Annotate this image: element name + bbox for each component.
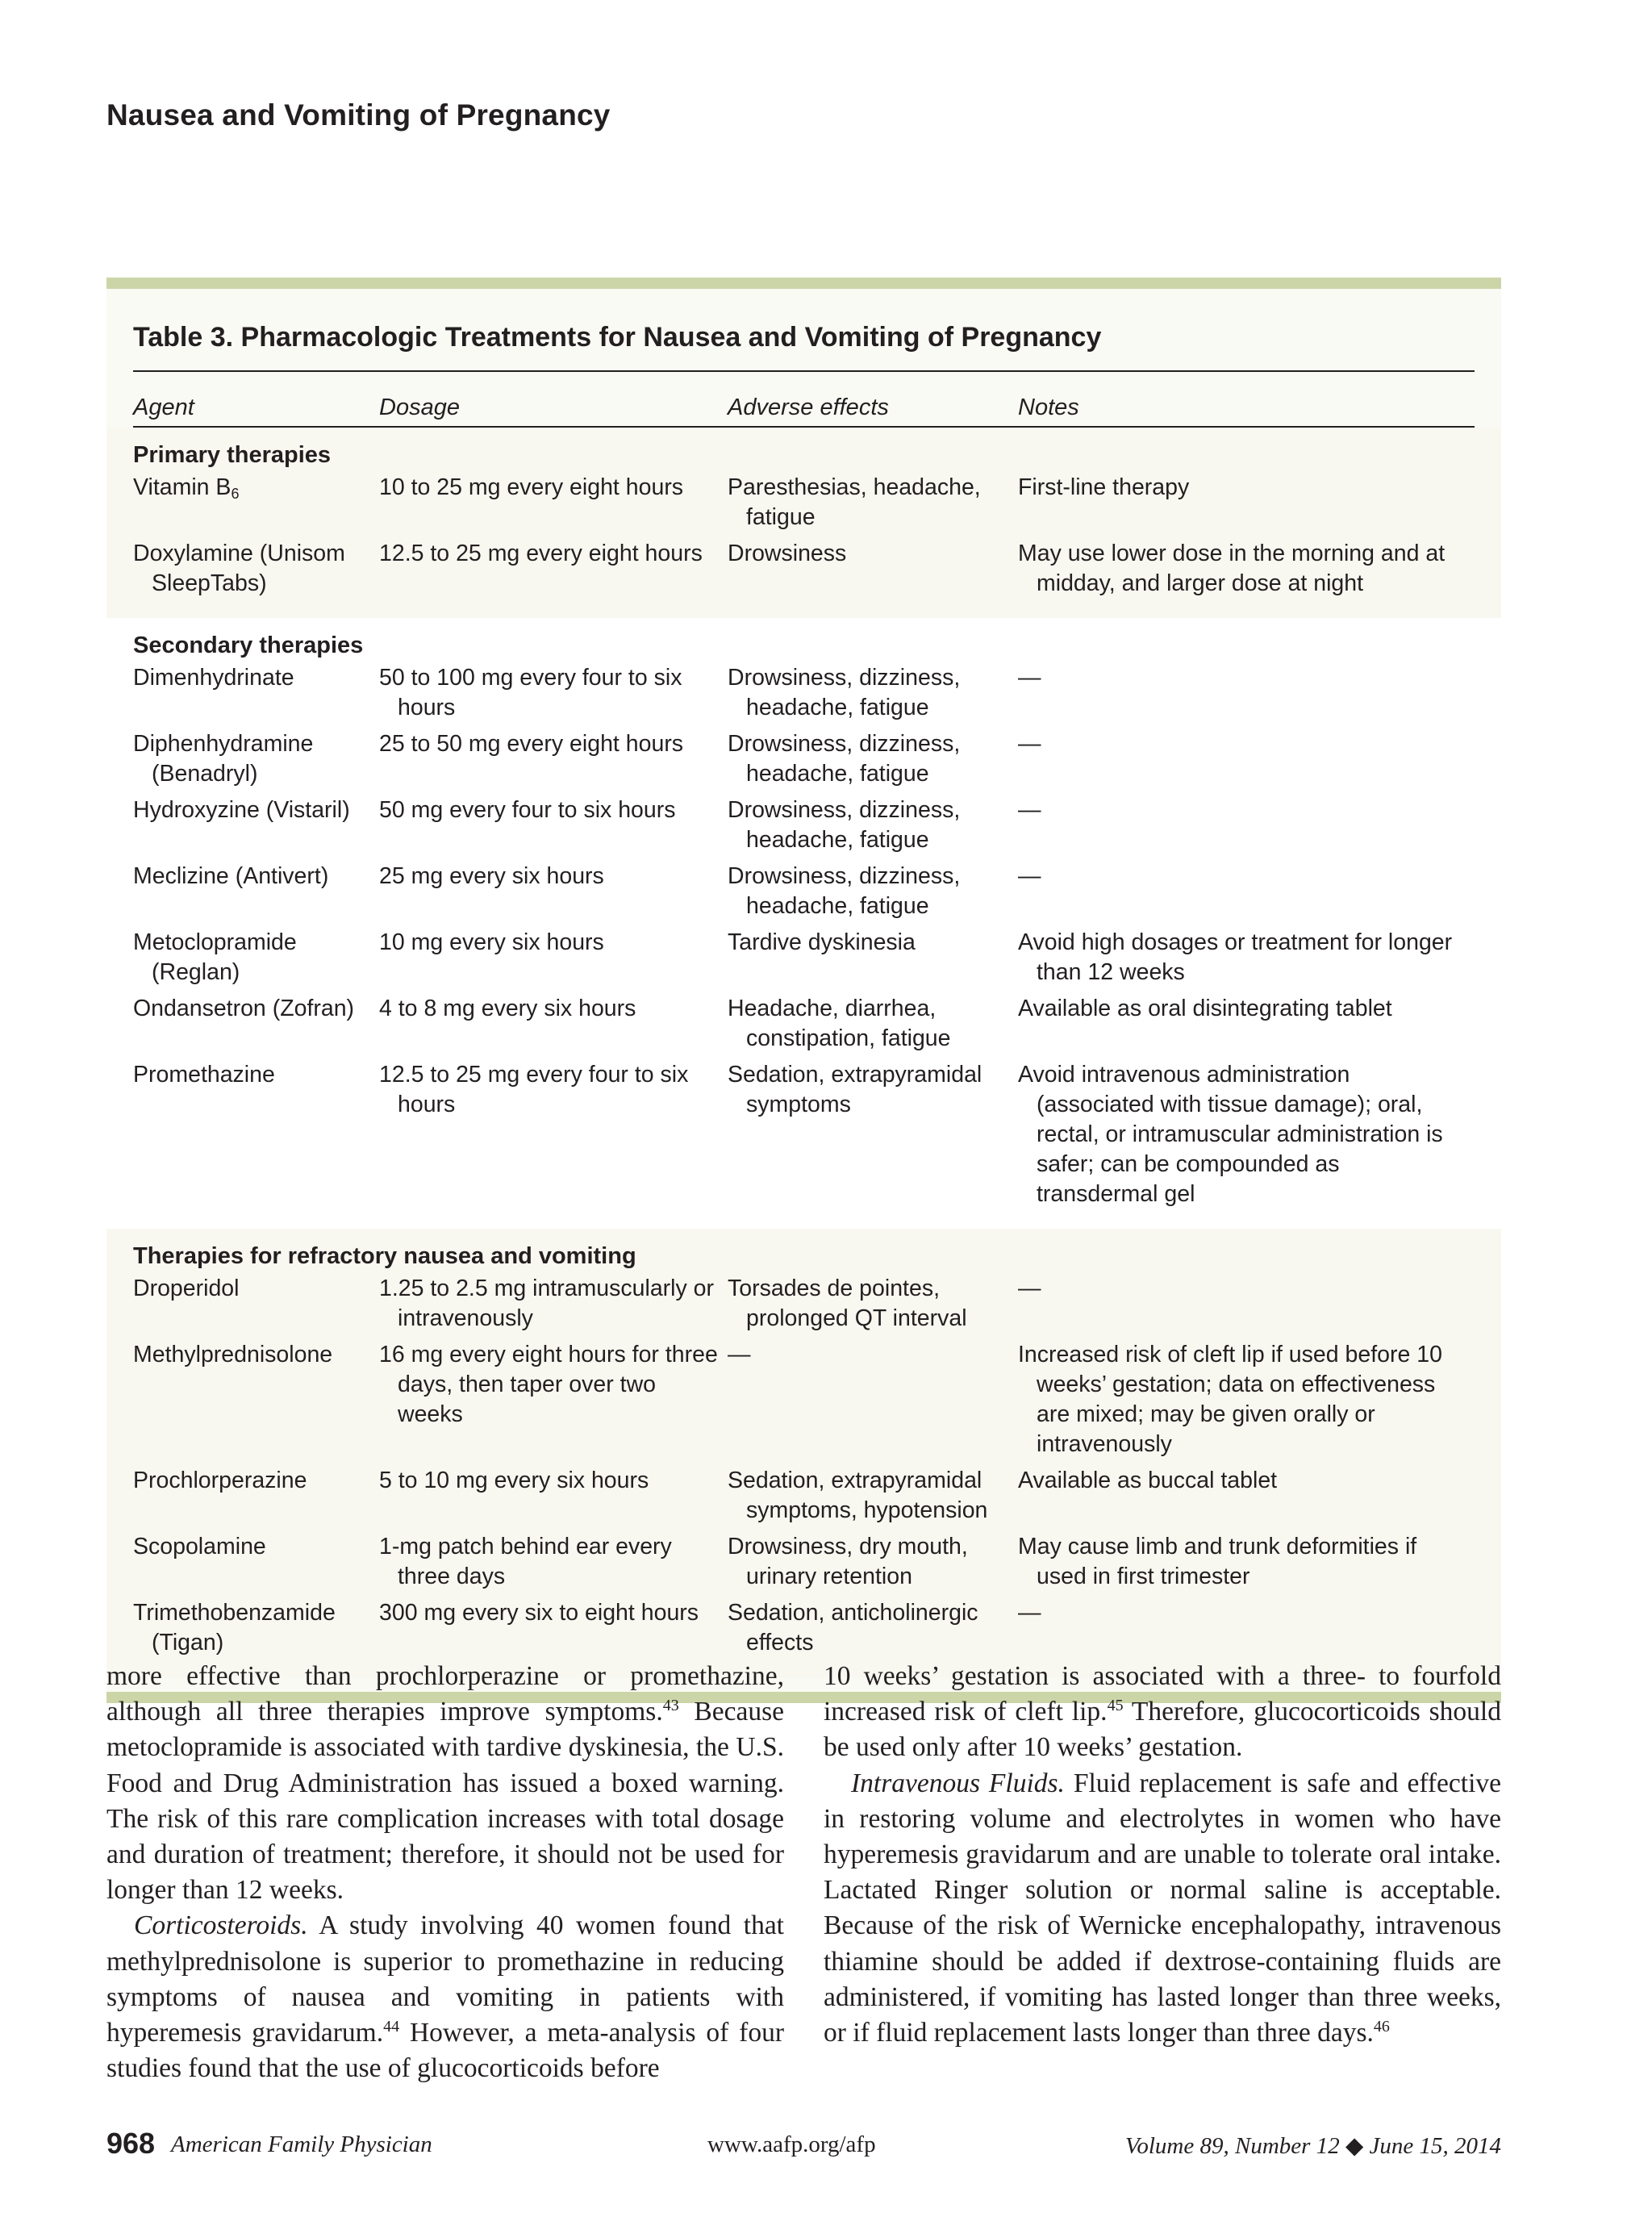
page-footer xyxy=(106,2127,1501,2162)
section-title: Therapies for refractory nausea and vomiting xyxy=(133,1242,636,1269)
column-header-notes: Notes xyxy=(1018,394,1079,420)
adverse-effects-cell: — xyxy=(728,1341,751,1367)
journal-url: www.aafp.org/afp xyxy=(707,2132,876,2157)
table-row xyxy=(133,862,1475,921)
agent-cell: Scopolamine xyxy=(133,1533,266,1560)
notes-cell: — xyxy=(1018,1599,1041,1626)
notes-cell: May use lower dose in the morning and at midday, and larger dose at night xyxy=(1018,540,1446,596)
table-row xyxy=(133,928,1475,987)
paragraph: Intravenous Fluids. Fluid replacement is safe and effective in restoring volume and electrolytes in women who have hyperemesis gravidarum and are unable to tolerate oral intake. Lactated Ringer solution or normal saline is acceptable. Because of the risk of Wernicke encephalopathy, intravenous thiamine should be added if dextrose-containing fluids are administered, if vomiting has lasted longer than three weeks, or if fluid replacement lasts longer than three days.$^{46}$ xyxy=(824,1768,1502,2048)
agent-cell: Droperidol xyxy=(133,1275,240,1301)
adverse-effects-cell: Tardive dyskinesia xyxy=(728,929,916,955)
paragraph: 10 weeks’ gestation is associated with a three- to fourfold increased risk of cleft lip.$^{45}$ Therefore, glucocorticoids should be used only after 10 weeks’ gestation. xyxy=(824,1661,1501,1763)
dosage-cell: 25 mg every six hours xyxy=(379,862,604,889)
notes-cell: — xyxy=(1018,664,1041,691)
table-row xyxy=(133,729,1475,789)
dosage-cell: 10 mg every six hours xyxy=(379,929,604,955)
reference-marker: 43 xyxy=(662,1697,679,1715)
dosage-cell: 5 to 10 mg every six hours xyxy=(379,1467,649,1493)
subhead-intravenous-fluids: Intravenous Fluids. xyxy=(851,1768,1065,1798)
reference-marker: 45 xyxy=(1107,1697,1124,1715)
table-row xyxy=(133,1532,1475,1592)
table-column-headers xyxy=(133,372,1475,426)
dosage-cell: 1.25 to 2.5 mg intramuscularly or intravenously xyxy=(379,1275,715,1331)
agent-cell: Dimenhydrinate xyxy=(133,664,294,691)
table-row xyxy=(133,795,1475,855)
dosage-cell: 12.5 to 25 mg every four to six hours xyxy=(379,1061,689,1117)
page-number: 968 xyxy=(106,2127,156,2160)
dosage-cell: 10 to 25 mg every eight hours xyxy=(379,474,684,500)
column-header-adverse-effects: Adverse effects xyxy=(728,394,889,420)
dosage-cell: 50 mg every four to six hours xyxy=(379,796,676,823)
agent-cell: Ondansetron (Zofran) xyxy=(133,995,355,1021)
adverse-effects-cell: Drowsiness, dizziness, headache, fatigue xyxy=(728,796,961,853)
notes-cell: May cause limb and trunk deformities if used in first trimester xyxy=(1018,1533,1417,1589)
section-title: Primary therapies xyxy=(133,441,332,468)
body-column-right xyxy=(824,1659,1501,2086)
table-row xyxy=(133,663,1475,723)
table-row xyxy=(133,473,1475,532)
agent-cell: Vitamin $B_6$ xyxy=(133,474,240,502)
subhead-corticosteroids: Corticosteroids. xyxy=(134,1910,308,1941)
reference-marker: 44 xyxy=(383,2018,400,2036)
adverse-effects-cell: Drowsiness xyxy=(728,540,847,566)
dosage-cell: 4 to 8 mg every six hours xyxy=(379,995,636,1021)
table-title: Table 3. Pharmacologic Treatments for Nausea and Vomiting of Pregnancy xyxy=(133,322,1102,353)
adverse-effects-cell: Torsades de pointes, prolonged QT interval xyxy=(728,1275,967,1331)
agent-cell: Diphenhydramine (Benadryl) xyxy=(133,730,314,787)
notes-cell: Available as buccal tablet xyxy=(1018,1467,1278,1493)
table-row xyxy=(133,1060,1475,1209)
notes-cell: — xyxy=(1018,1275,1041,1301)
agent-cell: Metoclopramide (Reglan) xyxy=(133,929,297,985)
adverse-effects-cell: Sedation, extrapyramidal symptoms xyxy=(728,1061,982,1117)
section-primary-therapies xyxy=(106,428,1501,618)
notes-cell: Increased risk of cleft lip if used before 10 weeks’ gestation; data on effectiveness are mixed; may be given orally or intravenously xyxy=(1018,1341,1442,1457)
agent-cell: Promethazine xyxy=(133,1061,275,1088)
paragraph: Corticosteroids. A study involving 40 women found that methylprednisolone is superior to promethazine in reducing symptoms of nausea and vomiting in patients with hyperemesis gravidarum.$^{44}$ However, a meta-analysis of four studies found that the use of glucocorticoids before xyxy=(106,1910,784,2084)
dosage-cell: 1-mg patch behind ear every three days xyxy=(379,1533,672,1589)
body-column-left xyxy=(106,1659,784,2086)
notes-cell: Available as oral disintegrating tablet xyxy=(1018,995,1392,1021)
notes-cell: Avoid intravenous administration (associated with tissue damage); oral, rectal, or intramuscular administration is safer; can be compounded as transdermal gel xyxy=(1018,1061,1443,1207)
notes-cell: First-line therapy xyxy=(1018,474,1190,500)
dosage-cell: 16 mg every eight hours for three days, then taper over two weeks xyxy=(379,1341,718,1427)
dosage-cell: 300 mg every six to eight hours xyxy=(379,1599,699,1626)
adverse-effects-cell: Drowsiness, dizziness, headache, fatigue xyxy=(728,862,961,919)
agent-cell: Trimethobenzamide (Tigan) xyxy=(133,1599,336,1656)
dosage-cell: 12.5 to 25 mg every eight hours xyxy=(379,540,703,566)
body-text xyxy=(106,1659,1501,2086)
column-header-agent: Agent xyxy=(133,394,194,420)
agent-cell: Prochlorperazine xyxy=(133,1467,307,1493)
column-header-dosage: Dosage xyxy=(379,394,460,420)
agent-cell: Hydroxyzine (Vistaril) xyxy=(133,796,350,823)
running-head: Nausea and Vomiting of Pregnancy xyxy=(106,98,611,132)
agent-cell: Doxylamine (Unisom SleepTabs) xyxy=(133,540,345,596)
table-row xyxy=(133,1466,1475,1526)
paragraph: more effective than prochlorperazine or promethazine, although all three therapies improve symptoms.$^{43}$ Because metoclopramide is associated with tardive dyskinesia, the U.S. Food and Drug Administration has issued a boxed warning. The risk of this rare complication increases with total dosage and duration of treatment; therefore, it should not be used for longer than 12 weeks. xyxy=(106,1661,784,1906)
treatment-table xyxy=(106,278,1501,1703)
dosage-cell: 50 to 100 mg every four to six hours xyxy=(379,664,682,720)
agent-cell: Meclizine (Antivert) xyxy=(133,862,329,889)
notes-cell: Avoid high dosages or treatment for longer than 12 weeks xyxy=(1018,929,1453,985)
section-refractory-therapies xyxy=(106,1229,1501,1677)
volume-info: Volume 89, Number 12 ◆ June 15, 2014 xyxy=(1124,2133,1501,2159)
dosage-cell: 25 to 50 mg every eight hours xyxy=(379,730,684,757)
adverse-effects-cell: Sedation, anticholinergic effects xyxy=(728,1599,978,1656)
journal-name: American Family Physician xyxy=(171,2132,432,2157)
adverse-effects-cell: Headache, diarrhea, constipation, fatigue xyxy=(728,995,951,1051)
adverse-effects-cell: Drowsiness, dizziness, headache, fatigue xyxy=(728,664,961,720)
adverse-effects-cell: Drowsiness, dry mouth, urinary retention xyxy=(728,1533,968,1589)
notes-cell: — xyxy=(1018,730,1041,757)
section-secondary-therapies xyxy=(106,618,1501,1229)
table-row xyxy=(133,1340,1475,1459)
adverse-effects-cell: Paresthesias, headache, fatigue xyxy=(728,474,981,530)
reference-marker: 46 xyxy=(1373,2018,1390,2036)
table-row xyxy=(133,539,1475,599)
table-row xyxy=(133,1274,1475,1334)
agent-cell: Methylprednisolone xyxy=(133,1341,333,1367)
table-row xyxy=(133,994,1475,1054)
section-title: Secondary therapies xyxy=(133,632,364,658)
adverse-effects-cell: Sedation, extrapyramidal symptoms, hypotension xyxy=(728,1467,988,1523)
notes-cell: — xyxy=(1018,796,1041,823)
notes-cell: — xyxy=(1018,862,1041,889)
adverse-effects-cell: Drowsiness, dizziness, headache, fatigue xyxy=(728,730,961,787)
table-row xyxy=(133,1598,1475,1658)
